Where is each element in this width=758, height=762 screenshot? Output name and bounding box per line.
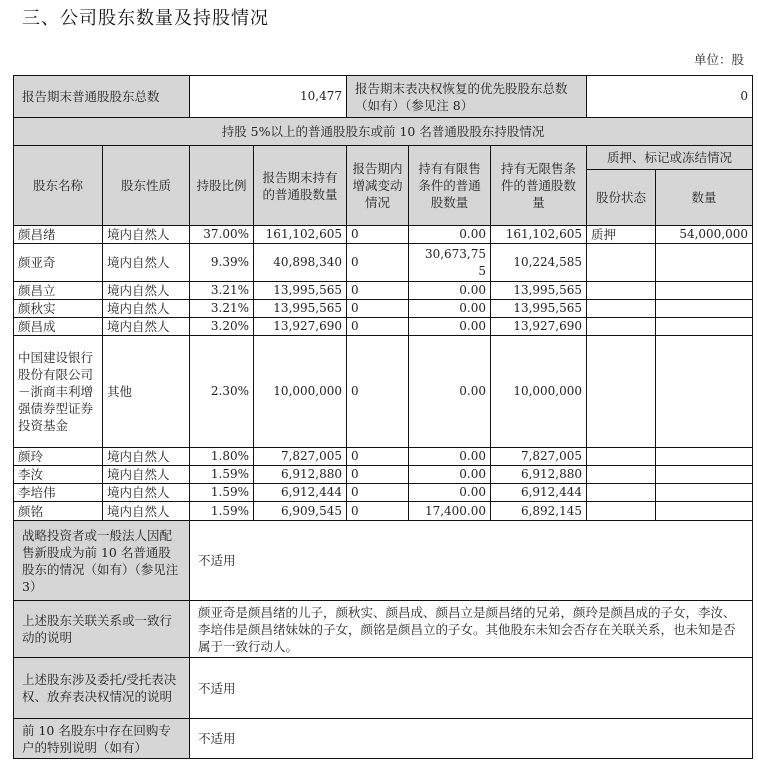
pledge-status xyxy=(587,448,656,466)
note-row xyxy=(14,658,753,719)
common-holders-value: 10,477 xyxy=(190,76,347,118)
unrestricted-shares: 13,995,565 xyxy=(491,282,587,300)
restricted-shares: 0.00 xyxy=(409,466,491,484)
header-ratio: 持股比例 xyxy=(190,146,254,226)
holding-ratio: 9.39% xyxy=(190,244,254,282)
pledge-status: 质押 xyxy=(587,226,656,244)
note-row xyxy=(14,719,753,759)
holding-ratio: 1.59% xyxy=(190,502,254,521)
change: 0 xyxy=(347,226,409,244)
holding-ratio: 1.59% xyxy=(190,484,254,502)
pledge-qty xyxy=(656,244,753,282)
pledge-status xyxy=(587,484,656,502)
shares-end: 7,827,005 xyxy=(254,448,347,466)
section-header-row xyxy=(14,118,753,146)
pledge-qty xyxy=(656,448,753,466)
change: 0 xyxy=(347,282,409,300)
pledge-qty xyxy=(656,502,753,521)
column-header-row xyxy=(14,146,753,170)
shareholder-name: 颜昌成 xyxy=(14,318,103,336)
restricted-shares: 17,400.00 xyxy=(409,502,491,521)
change: 0 xyxy=(347,318,409,336)
restricted-shares: 0.00 xyxy=(409,282,491,300)
change: 0 xyxy=(347,336,409,448)
change: 0 xyxy=(347,484,409,502)
shareholder-nature: 境内自然人 xyxy=(103,282,190,300)
header-pledge-group: 质押、标记或冻结情况 xyxy=(587,146,753,170)
pledge-status xyxy=(587,318,656,336)
note-label: 上述股东关联关系或一致行动的说明 xyxy=(14,601,190,658)
shareholder-name: 颜玲 xyxy=(14,448,103,466)
unrestricted-shares: 7,827,005 xyxy=(491,448,587,466)
holding-ratio: 3.21% xyxy=(190,282,254,300)
unrestricted-shares: 10,000,000 xyxy=(491,336,587,448)
note-value: 颜亚奇是颜昌绪的儿子，颜秋实、颜昌成、颜昌立是颜昌绪的兄弟，颜玲是颜昌成的子女，李汝、李培伟是颜昌绪妹妹的子女，颜铭是颜昌立的子女。其他股东未知会否存在关联关系，也未知是否属于一致行动人。 xyxy=(190,601,753,658)
common-holders-label: 报告期末普通股股东总数 xyxy=(14,76,190,118)
shareholder-name: 颜秋实 xyxy=(14,300,103,318)
shareholder-name: 颜昌绪 xyxy=(14,226,103,244)
summary-row xyxy=(14,76,753,118)
table-row xyxy=(14,318,753,336)
unit-label: 单位：股 xyxy=(693,52,744,67)
preferred-holders-label: 报告期末表决权恢复的优先股股东总数（如有）（参见注 8） xyxy=(347,76,587,118)
table-row xyxy=(14,282,753,300)
table-row xyxy=(14,226,753,244)
restricted-shares: 0.00 xyxy=(409,300,491,318)
pledge-status xyxy=(587,466,656,484)
unrestricted-shares: 6,912,444 xyxy=(491,484,587,502)
change: 0 xyxy=(347,300,409,318)
shareholder-name: 颜铭 xyxy=(14,502,103,521)
shareholder-nature: 境内自然人 xyxy=(103,318,190,336)
change: 0 xyxy=(347,502,409,521)
shareholder-nature: 境内自然人 xyxy=(103,300,190,318)
shareholder-nature: 境内自然人 xyxy=(103,466,190,484)
header-restricted: 持有有限售条件的普通股数量 xyxy=(409,146,491,226)
shares-end: 13,995,565 xyxy=(254,282,347,300)
change: 0 xyxy=(347,448,409,466)
holding-ratio: 3.21% xyxy=(190,300,254,318)
shares-end: 13,995,565 xyxy=(254,300,347,318)
shareholder-name: 颜亚奇 xyxy=(14,244,103,282)
pledge-qty xyxy=(656,484,753,502)
unrestricted-shares: 13,995,565 xyxy=(491,300,587,318)
shareholder-table xyxy=(13,75,753,759)
pledge-status xyxy=(587,502,656,521)
shares-end: 10,000,000 xyxy=(254,336,347,448)
shareholder-nature: 境内自然人 xyxy=(103,448,190,466)
shareholder-nature: 其他 xyxy=(103,336,190,448)
restricted-shares: 0.00 xyxy=(409,226,491,244)
shareholder-nature: 境内自然人 xyxy=(103,502,190,521)
table-row xyxy=(14,448,753,466)
holding-ratio: 37.00% xyxy=(190,226,254,244)
note-label: 上述股东涉及委托/受托表决权、放弃表决权情况的说明 xyxy=(14,658,190,719)
preferred-holders-value: 0 xyxy=(587,76,753,118)
pledge-status xyxy=(587,282,656,300)
restricted-shares: 0.00 xyxy=(409,448,491,466)
header-unrestricted: 持有无限售条件的普通股数量 xyxy=(491,146,587,226)
restricted-shares: 0.00 xyxy=(409,336,491,448)
table-row xyxy=(14,502,753,521)
table-row xyxy=(14,466,753,484)
unrestricted-shares: 10,224,585 xyxy=(491,244,587,282)
note-row xyxy=(14,601,753,658)
note-row xyxy=(14,521,753,601)
shareholder-name: 李培伟 xyxy=(14,484,103,502)
header-shares-end: 报告期末持有的普通股数量 xyxy=(254,146,347,226)
shareholder-nature: 境内自然人 xyxy=(103,226,190,244)
pledge-status xyxy=(587,244,656,282)
header-name: 股东名称 xyxy=(14,146,103,226)
shares-end: 161,102,605 xyxy=(254,226,347,244)
note-label: 战略投资者或一般法人因配售新股成为前 10 名普通股股东的情况（如有）（参见注 3） xyxy=(14,521,190,601)
pledge-qty xyxy=(656,300,753,318)
shareholder-nature: 境内自然人 xyxy=(103,484,190,502)
pledge-status xyxy=(587,300,656,318)
change: 0 xyxy=(347,244,409,282)
unrestricted-shares: 13,927,690 xyxy=(491,318,587,336)
table-row xyxy=(14,484,753,502)
holding-ratio: 3.20% xyxy=(190,318,254,336)
table-row xyxy=(14,336,753,448)
shareholder-name: 李汝 xyxy=(14,466,103,484)
pledge-qty: 54,000,000 xyxy=(656,226,753,244)
shares-end: 6,912,444 xyxy=(254,484,347,502)
restricted-shares: 0.00 xyxy=(409,484,491,502)
unrestricted-shares: 6,912,880 xyxy=(491,466,587,484)
section-title: 三、公司股东数量及持股情况 xyxy=(22,8,269,29)
note-value: 不适用 xyxy=(190,521,753,601)
shares-end: 6,912,880 xyxy=(254,466,347,484)
holding-ratio: 2.30% xyxy=(190,336,254,448)
holding-ratio: 1.59% xyxy=(190,466,254,484)
header-nature: 股东性质 xyxy=(103,146,190,226)
note-label: 前 10 名股东中存在回购专户的特别说明（如有） xyxy=(14,719,190,759)
shareholder-name: 颜昌立 xyxy=(14,282,103,300)
shares-end: 6,909,545 xyxy=(254,502,347,521)
restricted-shares: 0.00 xyxy=(409,318,491,336)
pledge-status xyxy=(587,336,656,448)
shareholder-name: 中国建设银行股份有限公司－浙商丰利增强债券型证券投资基金 xyxy=(14,336,103,448)
table-row xyxy=(14,300,753,318)
section-header: 持股 5%以上的普通股股东或前 10 名普通股股东持股情况 xyxy=(14,118,753,146)
pledge-qty xyxy=(656,318,753,336)
header-pledge-qty: 数量 xyxy=(656,170,753,226)
header-change: 报告期内增减变动情况 xyxy=(347,146,409,226)
note-value: 不适用 xyxy=(190,719,753,759)
change: 0 xyxy=(347,466,409,484)
shares-end: 40,898,340 xyxy=(254,244,347,282)
pledge-qty xyxy=(656,282,753,300)
table-row xyxy=(14,244,753,282)
header-pledge-status: 股份状态 xyxy=(587,170,656,226)
note-value: 不适用 xyxy=(190,658,753,719)
pledge-qty xyxy=(656,466,753,484)
holding-ratio: 1.80% xyxy=(190,448,254,466)
unrestricted-shares: 161,102,605 xyxy=(491,226,587,244)
unrestricted-shares: 6,892,145 xyxy=(491,502,587,521)
shares-end: 13,927,690 xyxy=(254,318,347,336)
shareholder-nature: 境内自然人 xyxy=(103,244,190,282)
restricted-shares: 30,673,755 xyxy=(409,244,491,282)
pledge-qty xyxy=(656,336,753,448)
